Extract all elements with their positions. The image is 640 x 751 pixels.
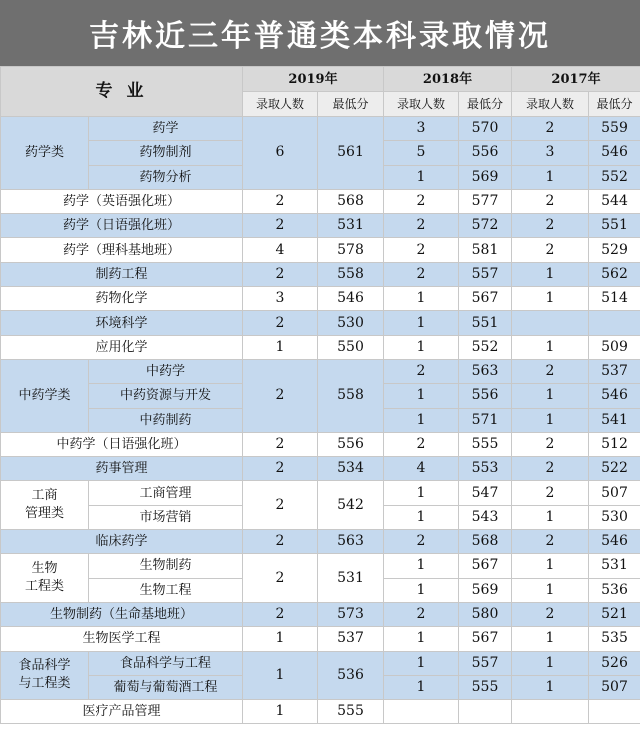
min-score-2017: 546 (589, 530, 640, 554)
major-group (1, 651, 89, 700)
table-row (1, 335, 640, 359)
count-2017: 2 (512, 457, 589, 481)
table-row (1, 554, 640, 578)
count-2017: 1 (512, 627, 589, 651)
count-2019: 2 (243, 457, 318, 481)
table-row (1, 432, 640, 456)
min-score-2018: 567 (459, 554, 512, 578)
count-2018: 1 (384, 505, 459, 529)
count-2018: 5 (384, 141, 459, 165)
min-score-2018: 577 (459, 189, 512, 213)
min-score-2019: 550 (318, 335, 384, 359)
count-2019: 2 (243, 262, 318, 286)
min-score-2018: 557 (459, 262, 512, 286)
min-score-2019: 530 (318, 311, 384, 335)
major-group: 中药学类 (1, 359, 89, 432)
count-2019: 2 (243, 311, 318, 335)
major-name: 环境科学 (1, 311, 243, 335)
major-group (1, 481, 89, 530)
count-2017: 1 (512, 505, 589, 529)
min-score-2019: 558 (318, 359, 384, 432)
table-row (1, 700, 640, 724)
count-2017: 1 (512, 675, 589, 699)
count-2019: 6 (243, 117, 318, 190)
count-2017: 3 (512, 141, 589, 165)
min-score-header: 最低分 (589, 92, 640, 117)
count-2018 (384, 700, 459, 724)
min-score-2019: 542 (318, 481, 384, 530)
min-score-2017: 521 (589, 602, 640, 626)
min-score-2019: 568 (318, 189, 384, 213)
min-score-2018: 552 (459, 335, 512, 359)
table-row (1, 287, 640, 311)
min-score-2017: 551 (589, 214, 640, 238)
min-score-header: 最低分 (318, 92, 384, 117)
major-name: 食品科学与工程 (89, 651, 243, 675)
min-score-2019: 537 (318, 627, 384, 651)
count-2018: 1 (384, 335, 459, 359)
table-row (1, 457, 640, 481)
min-score-2017: 514 (589, 287, 640, 311)
count-2019: 2 (243, 554, 318, 603)
count-2018: 3 (384, 117, 459, 141)
min-score-2018: 557 (459, 651, 512, 675)
table-row (1, 359, 640, 383)
major-group (1, 554, 89, 603)
count-2019: 3 (243, 287, 318, 311)
min-score-2018 (459, 700, 512, 724)
count-2018: 2 (384, 530, 459, 554)
count-2019: 2 (243, 214, 318, 238)
min-score-2017: 512 (589, 432, 640, 456)
count-2018: 1 (384, 311, 459, 335)
count-2017: 1 (512, 287, 589, 311)
min-score-2019: 556 (318, 432, 384, 456)
count-2017: 1 (512, 384, 589, 408)
major-name: 药学（英语强化班） (1, 189, 243, 213)
count-2018: 1 (384, 627, 459, 651)
count-header: 录取人数 (512, 92, 589, 117)
count-2017: 2 (512, 481, 589, 505)
major-name: 工商管理 (89, 481, 243, 505)
major-name: 葡萄与葡萄酒工程 (89, 675, 243, 699)
table-row (1, 262, 640, 286)
count-2019: 2 (243, 530, 318, 554)
count-2019: 2 (243, 359, 318, 432)
min-score-2017: 535 (589, 627, 640, 651)
major-name: 药学（日语强化班） (1, 214, 243, 238)
major-group: 药学类 (1, 117, 89, 190)
major-name: 生物制药 (89, 554, 243, 578)
min-score-2018: 568 (459, 530, 512, 554)
count-2019: 1 (243, 627, 318, 651)
min-score-2017: 559 (589, 117, 640, 141)
min-score-2017: 562 (589, 262, 640, 286)
year-header-2019: 2019年 (243, 67, 384, 92)
count-2018: 2 (384, 359, 459, 383)
major-name: 药物分析 (89, 165, 243, 189)
count-2019: 1 (243, 335, 318, 359)
table-row (1, 627, 640, 651)
min-score-2018: 580 (459, 602, 512, 626)
major-name: 制药工程 (1, 262, 243, 286)
min-score-2017: 529 (589, 238, 640, 262)
min-score-2017: 531 (589, 554, 640, 578)
count-header: 录取人数 (384, 92, 459, 117)
title-bar (0, 0, 640, 66)
count-2019: 2 (243, 602, 318, 626)
min-score-2017: 552 (589, 165, 640, 189)
min-score-2019: 531 (318, 554, 384, 603)
major-group-line: 生物 (31, 561, 58, 577)
min-score-2019: 531 (318, 214, 384, 238)
major-name: 中药学（日语强化班） (1, 432, 243, 456)
count-2018: 1 (384, 675, 459, 699)
min-score-2019: 536 (318, 651, 384, 700)
table-row (1, 651, 640, 675)
min-score-2017: 530 (589, 505, 640, 529)
count-2018: 2 (384, 602, 459, 626)
major-header: 专 业 (1, 67, 243, 117)
table-row (1, 481, 640, 505)
count-2017: 2 (512, 214, 589, 238)
min-score-2018: 553 (459, 457, 512, 481)
major-name: 临床药学 (1, 530, 243, 554)
major-name: 药物化学 (1, 287, 243, 311)
count-2018: 2 (384, 189, 459, 213)
major-name: 生物工程 (89, 578, 243, 602)
min-score-2017: 507 (589, 481, 640, 505)
count-2018: 1 (384, 651, 459, 675)
min-score-2019: 573 (318, 602, 384, 626)
count-2017: 1 (512, 554, 589, 578)
major-name: 中药学 (89, 359, 243, 383)
table-row (1, 214, 640, 238)
count-2017: 1 (512, 262, 589, 286)
min-score-2018: 567 (459, 287, 512, 311)
count-2018: 1 (384, 408, 459, 432)
major-name: 生物制药（生命基地班） (1, 602, 243, 626)
count-2017: 1 (512, 165, 589, 189)
major-name: 药事管理 (1, 457, 243, 481)
count-2018: 1 (384, 481, 459, 505)
min-score-2017: 546 (589, 384, 640, 408)
count-2019: 1 (243, 700, 318, 724)
min-score-2018: 551 (459, 311, 512, 335)
year-header-2017: 2017年 (512, 67, 640, 92)
min-score-2018: 555 (459, 675, 512, 699)
count-2017: 1 (512, 335, 589, 359)
count-2018: 4 (384, 457, 459, 481)
min-score-2018: 547 (459, 481, 512, 505)
min-score-2019: 555 (318, 700, 384, 724)
min-score-2019: 561 (318, 117, 384, 190)
min-score-2018: 569 (459, 578, 512, 602)
major-name: 应用化学 (1, 335, 243, 359)
min-score-2017 (589, 700, 640, 724)
min-score-2017: 537 (589, 359, 640, 383)
count-2017: 1 (512, 651, 589, 675)
min-score-2018: 570 (459, 117, 512, 141)
min-score-2017: 526 (589, 651, 640, 675)
min-score-header: 最低分 (459, 92, 512, 117)
major-name: 医疗产品管理 (1, 700, 243, 724)
page-title: 吉林近三年普通类本科录取情况 (89, 19, 551, 54)
count-2018: 2 (384, 214, 459, 238)
min-score-2017: 522 (589, 457, 640, 481)
table-row (1, 238, 640, 262)
count-2019: 2 (243, 432, 318, 456)
min-score-2018: 572 (459, 214, 512, 238)
major-group-line: 工商 (31, 488, 58, 504)
count-2019: 2 (243, 189, 318, 213)
min-score-2018: 556 (459, 384, 512, 408)
min-score-2017: 546 (589, 141, 640, 165)
table-row (1, 530, 640, 554)
min-score-2018: 567 (459, 627, 512, 651)
count-2017: 2 (512, 359, 589, 383)
count-2017 (512, 311, 589, 335)
min-score-2019: 563 (318, 530, 384, 554)
major-name: 生物医学工程 (1, 627, 243, 651)
count-2017: 2 (512, 530, 589, 554)
min-score-2017: 541 (589, 408, 640, 432)
min-score-2019: 578 (318, 238, 384, 262)
table-row (1, 189, 640, 213)
count-2017: 2 (512, 189, 589, 213)
count-2017: 2 (512, 117, 589, 141)
min-score-2017: 509 (589, 335, 640, 359)
count-2018: 2 (384, 432, 459, 456)
year-header-2018: 2018年 (384, 67, 512, 92)
min-score-2017: 536 (589, 578, 640, 602)
major-name: 中药制药 (89, 408, 243, 432)
count-2018: 1 (384, 165, 459, 189)
min-score-2018: 543 (459, 505, 512, 529)
count-2018: 2 (384, 262, 459, 286)
min-score-2019: 534 (318, 457, 384, 481)
major-name: 中药资源与开发 (89, 384, 243, 408)
count-header: 录取人数 (243, 92, 318, 117)
table-row (1, 117, 640, 141)
count-2018: 1 (384, 578, 459, 602)
min-score-2017: 544 (589, 189, 640, 213)
admission-table (0, 66, 640, 724)
count-2017: 2 (512, 238, 589, 262)
count-2017 (512, 700, 589, 724)
min-score-2018: 563 (459, 359, 512, 383)
count-2019: 1 (243, 651, 318, 700)
major-name: 药学 (89, 117, 243, 141)
major-group-line: 与工程类 (18, 676, 71, 692)
min-score-2018: 581 (459, 238, 512, 262)
table-row (1, 311, 640, 335)
major-group-line: 食品科学 (18, 658, 71, 674)
major-group-line: 管理类 (24, 506, 64, 522)
min-score-2017: 507 (589, 675, 640, 699)
count-2017: 1 (512, 578, 589, 602)
min-score-2019: 558 (318, 262, 384, 286)
count-2018: 1 (384, 554, 459, 578)
count-2018: 1 (384, 384, 459, 408)
major-name: 药学（理科基地班） (1, 238, 243, 262)
table-row (1, 602, 640, 626)
major-name: 药物制剂 (89, 141, 243, 165)
min-score-2018: 569 (459, 165, 512, 189)
min-score-2018: 556 (459, 141, 512, 165)
major-name: 市场营销 (89, 505, 243, 529)
count-2018: 2 (384, 238, 459, 262)
min-score-2017 (589, 311, 640, 335)
count-2018: 1 (384, 287, 459, 311)
min-score-2018: 571 (459, 408, 512, 432)
count-2019: 2 (243, 481, 318, 530)
count-2019: 4 (243, 238, 318, 262)
count-2017: 2 (512, 432, 589, 456)
count-2017: 1 (512, 408, 589, 432)
header-row-years (1, 67, 640, 92)
major-group-line: 工程类 (24, 579, 64, 595)
count-2017: 2 (512, 602, 589, 626)
min-score-2018: 555 (459, 432, 512, 456)
min-score-2019: 546 (318, 287, 384, 311)
